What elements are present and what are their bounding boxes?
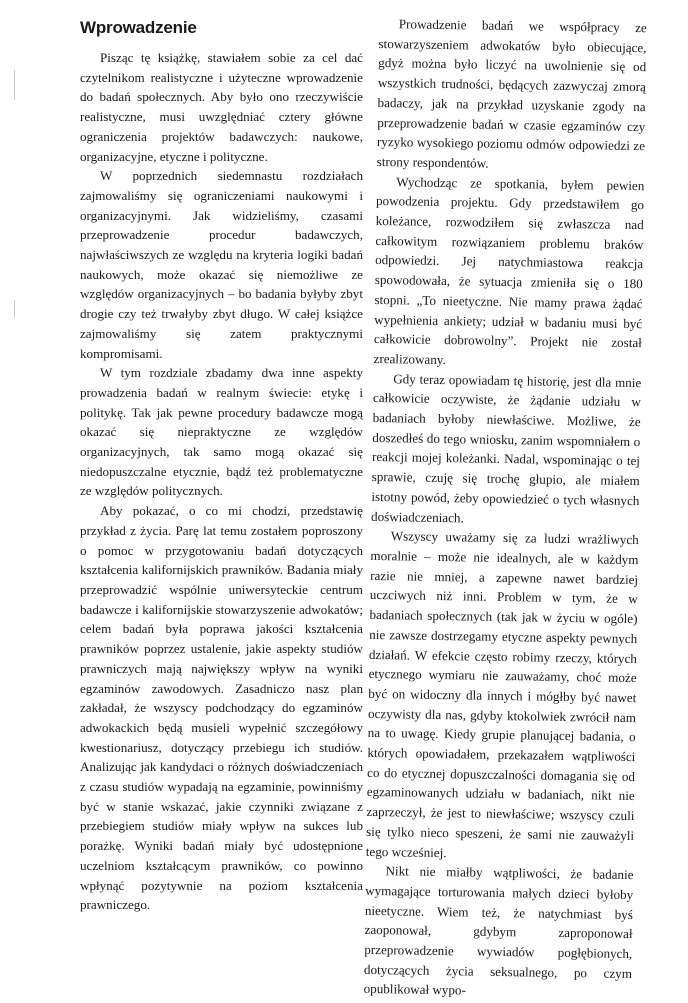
paragraph: Aby pokazać, o co mi chodzi, przedstawię przykład z życia. Parę lat temu zostałem poproszony o pomoc w przygotowaniu badań dotyczących kształcenia kalifornijskich prawników. Badania miały przeprowadzić wspólnie uniwersyteckie centrum badawcze i kalifornijskie stowarzyszenie adwokatów; celem badań była poprawa jakości kształcenia prawników poprzez ustalenie, jakie aspekty studiów prawniczych mają największy wpływ na wyniki egzaminów zawodowych. Zasadniczo nasz plan zakładał, że wszyscy podchodzący do egzaminów adwokackich będą musieli wypełnić szczegółowy kwestionariusz, dotyczący przebiegu ich studiów. Analizując jak kandydaci o różnych doświadczeniach z czasu studiów wypadają na egzaminie, powinniśmy być w stanie wskazać, jakie czynniki związane z przebiegiem studiów miały wpływ na sukces lub porażkę. Wyniki badań miały być udostępnione uczelniom kształcącym prawników, co powinno wpłynąć pozytywnie na poziom kształcenia prawniczego. xyxy=(80,503,363,913)
paragraph: W tym rozdziale zbadamy dwa inne aspekty prowadzenia badań w realnym świecie: etykę i politykę. Tak jak pewne procedury badawcze mogą okazać się niepraktyczne ze względów organizacyjnych, tak samo mogą okazać się niedopuszczalne etycznie, bądź też problematyczne ze względów politycznych. xyxy=(80,365,363,499)
paragraph: Prowadzenie badań we współpracy ze stowarzyszeniem adwokatów było obiecujące, gdyż można było liczyć na uwolnienie się od wszystkich trudności, będących zazwyczaj zmorą badaczy, jak na przykład uzyskanie zgody na przeprowadzenie badań w czasie egzaminów czy ryzyko wysokiego poziomu odmów odpowiedzi ze strony respondentów. xyxy=(376,16,647,171)
paragraph: Wszyscy uważamy się za ludzi wrażliwych moralnie – może nie idealnych, ale w każdym razie nie mniej, a zapewne nawet bardziej uczciwych niż inni. Problem w tym, że w badaniach społecznych (tak jak w życiu w ogóle) nie zawsze dostrzegamy etyczne aspekty pewnych działań. W efekcie często robimy rzeczy, których etycznego wymiaru nie zauważamy, choć może być on widoczny dla innych i mógłby być nawet oczywisty dla nas, gdyby ktokolwiek zwrócił nam na to uwagę. Kiedy grupie planującej badania, o których opowiadałem, przekazałem wątpliwości co do etycznej dopuszczalności domagania się od egzaminowanych udziału w badaniach, nikt nie zaprzeczył, że jest to niewłaściwe; wszyscy czuli się tylko nieco speszeni, że sami nie zauważyli tego wcześniej. xyxy=(365,528,639,860)
paragraph: Wychodząc ze spotkania, byłem pewien powodzenia projektu. Gdy przedstawiłem go koleżance, rozwodziłem się zwłaszcza nad całkowitym rozwiązaniem problemu braków odpowiedzi. Jej natychmiastowa reakcja spowodowała, że sytuacja zmieniła się o 180 stopni. „To nieetyczne. Nie mamy prawa żądać wypełnienia ankiety; udział w badaniu musi być całkowicie dobrowolny”. Projekt nie został zrealizowany. xyxy=(373,173,645,368)
paragraph: W poprzednich siedemnastu rozdziałach zajmowaliśmy się ograniczeniami naukowymi i organizacyjnymi. Jak widzieliśmy, czasami przeprowadzenie procedur badawczych, najwłaściwszych ze względu na kryteria logiki badań naukowych, może okazać się niemożliwe ze względów organizacyjnych – bo badania byłyby zbyt drogie czy też trwałyby zbyt długo. W całej książce zajmowaliśmy się zatem praktycznymi kompromisami. xyxy=(80,168,363,361)
paragraph: Pisząc tę książkę, stawiałem sobie za cel dać czytelnikom realistyczne i użyteczne wprowadzenie do badań społecznych. Aby było ono rzeczywiście realistyczne, musi uwzględniać cztery główne ograniczenia projektów badawczych: naukowe, organizacyjne, etyczne i polityczne. xyxy=(80,50,363,164)
right-column xyxy=(363,14,647,999)
scan-edge-mark xyxy=(14,300,15,318)
left-column xyxy=(80,14,363,915)
chapter-heading: Wprowadzenie xyxy=(80,18,197,37)
paragraph: Gdy teraz opowiadam tę historię, jest dla mnie całkowicie oczywiste, że żądanie udziału w badaniach byłoby niewłaściwe. Możliwe, że doszedłeś do tego wniosku, zanim wspomniałem o reakcji mojej koleżanki. Nadal, wspominając o tej sprawie, czuję się trochę głupio, ale miałem istotny powód, żeby opowiedzieć o tych własnych doświadczeniach. xyxy=(370,370,642,525)
paragraph: Nikt nie miałby wątpliwości, że badanie wymagające torturowania małych dzieci byłoby nieetyczne. Wiem też, że natychmiast byś zaoponował, gdybym zaproponował przeprowadzenie wywiadów pogłębionych, dotyczących życia seksualnego, po czym opublikował wypo- xyxy=(363,863,634,998)
scan-edge-mark xyxy=(14,70,15,100)
